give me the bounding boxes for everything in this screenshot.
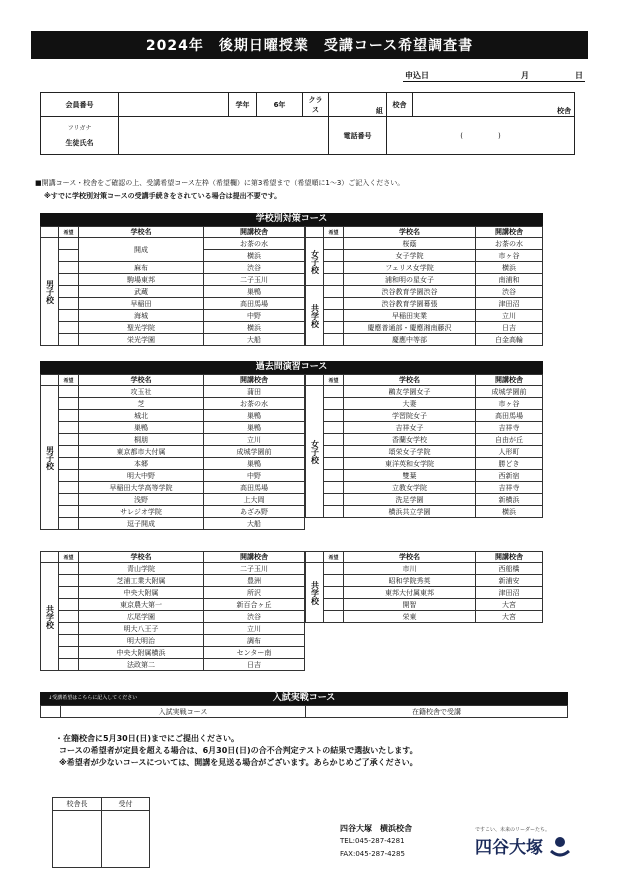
table-cell: 芝浦工業大附属 (79, 575, 204, 587)
table-cell: 会員番号 (41, 93, 119, 117)
table-cell: 調布 (204, 635, 305, 647)
preference-cell[interactable] (324, 322, 344, 334)
s1-right-table (305, 226, 543, 346)
table-cell: 新浦安 (476, 575, 543, 587)
table-cell: 巣鴨 (204, 458, 305, 470)
table-cell: 蒲田 (204, 386, 305, 398)
table-cell: 吉祥寺 (476, 422, 543, 434)
table-cell: 開講校舎 (476, 375, 543, 386)
preference-cell[interactable] (59, 410, 79, 422)
table-cell: フェリス女学院 (344, 262, 476, 274)
table-cell: 渋谷教育学園渋谷 (344, 286, 476, 298)
table-cell: 所沢 (204, 587, 305, 599)
table-cell: 慶應中等部 (344, 334, 476, 346)
table-cell: 早稲田大学高等学院 (79, 482, 204, 494)
table-cell: 西船橋 (476, 563, 543, 575)
table-cell: 海城 (79, 310, 204, 322)
table-cell: 学校名 (79, 375, 204, 386)
table-cell: 校舎長 (53, 798, 102, 811)
table-cell: 高田馬場 (476, 410, 543, 422)
table-cell: 南浦和 (476, 274, 543, 286)
table-cell: 開智 (344, 599, 476, 611)
table-cell: 吉祥女子 (344, 422, 476, 434)
preference-cell[interactable] (324, 575, 344, 587)
table-cell: 共学校 (306, 286, 324, 346)
table-cell: 栄東 (344, 611, 476, 623)
table-cell: 栄光学園 (79, 334, 204, 346)
table-cell: 東邦大付属東邦 (344, 587, 476, 599)
table-cell: 津田沼 (476, 298, 543, 310)
table-cell: 二子玉川 (204, 563, 305, 575)
table-cell: 本郷 (79, 458, 204, 470)
logo-mark-icon (549, 835, 571, 857)
table-cell: 大宮 (476, 599, 543, 611)
preference-cell[interactable] (59, 575, 79, 587)
section-title: 過去問演習コース (40, 361, 543, 374)
table-cell: 開講校舎 (204, 552, 305, 563)
table-cell: 共学校 (306, 563, 324, 623)
preference-cell[interactable] (324, 286, 344, 298)
preference-cell[interactable] (59, 470, 79, 482)
table-cell: 希望 (324, 227, 344, 238)
table-cell: 渋谷 (204, 262, 305, 274)
section-school-course (40, 213, 543, 346)
stamp-table (52, 797, 150, 868)
page-title: 2024年 後期日曜授業 受講コース希望調査書 (31, 31, 588, 59)
preference-cell[interactable] (324, 506, 344, 518)
preference-cell[interactable] (59, 274, 79, 286)
table-cell: 東京都市大付属 (79, 446, 204, 458)
table-cell: 男子校 (41, 238, 59, 346)
table-cell: 女子学院 (344, 250, 476, 262)
table-cell: 6年 (257, 93, 303, 117)
preference-cell[interactable] (59, 647, 79, 659)
table-cell: 横浜 (204, 250, 305, 262)
preference-cell[interactable] (324, 563, 344, 575)
table-cell: 渋谷 (204, 611, 305, 623)
preference-cell[interactable] (59, 587, 79, 599)
table-cell: 洗足学園 (344, 494, 476, 506)
preference-cell[interactable] (59, 434, 79, 446)
table-cell: 明大中野 (79, 470, 204, 482)
table-cell: 東洋英和女学院 (344, 458, 476, 470)
preference-cell[interactable] (324, 482, 344, 494)
table-cell: 東京農大第一 (79, 599, 204, 611)
table-cell: 大妻 (344, 398, 476, 410)
table-cell: 市川 (344, 563, 476, 575)
table-cell (306, 552, 324, 563)
table-cell: 巣鴨 (204, 410, 305, 422)
table-cell: 新横浜 (476, 494, 543, 506)
preference-cell[interactable] (53, 811, 102, 868)
table-cell (41, 227, 59, 238)
preference-cell[interactable] (59, 250, 79, 262)
preference-cell[interactable] (59, 599, 79, 611)
table-cell: 桜蔭 (344, 238, 476, 250)
preference-cell[interactable] (324, 599, 344, 611)
table-cell: サレジオ学院 (79, 506, 204, 518)
table-cell: 麻布 (79, 262, 204, 274)
table-cell: 女子校 (306, 238, 324, 286)
preference-cell[interactable] (59, 386, 79, 398)
table-cell: 日吉 (204, 659, 305, 671)
table-cell: 希望 (324, 375, 344, 386)
table-cell: 大船 (204, 334, 305, 346)
table-cell: 早稲田実業 (344, 310, 476, 322)
table-cell: 芝 (79, 398, 204, 410)
table-cell: 豊洲 (204, 575, 305, 587)
class-field[interactable]: 組 (329, 93, 387, 117)
table-cell: 入試実戦コース (61, 706, 306, 718)
table-cell: 渋谷教育学園幕張 (344, 298, 476, 310)
table-cell: 鷗友学園女子 (344, 386, 476, 398)
table-cell: 上大岡 (204, 494, 305, 506)
table-cell: 広尾学園 (79, 611, 204, 623)
table-cell: 開講校舎 (204, 227, 305, 238)
table-cell: 立教女学院 (344, 482, 476, 494)
table-cell (41, 552, 59, 563)
preference-cell[interactable] (324, 494, 344, 506)
preference-cell[interactable] (59, 563, 79, 575)
apply-date-field[interactable]: 申込日 月 日 (403, 68, 585, 82)
preference-cell[interactable] (324, 250, 344, 262)
table-cell: 希望 (59, 375, 79, 386)
preference-cell[interactable] (59, 494, 79, 506)
table-cell: 横浜共立学園 (344, 506, 476, 518)
preference-cell[interactable] (324, 410, 344, 422)
preference-cell[interactable] (59, 398, 79, 410)
table-cell: 桐朋 (79, 434, 204, 446)
table-cell: お茶の水 (476, 238, 543, 250)
table-cell: 横浜 (476, 262, 543, 274)
table-cell: 昭和学院秀英 (344, 575, 476, 587)
table-cell: 女子校 (306, 386, 324, 518)
table-cell: 中野 (204, 470, 305, 482)
school-contact: 四谷大塚 横浜校舎 TEL:045-287-4281 FAX:045-287-4285 (340, 824, 412, 858)
table-cell: 希望 (324, 552, 344, 563)
preference-cell[interactable] (59, 262, 79, 274)
table-cell: あざみ野 (204, 506, 305, 518)
table-cell: 高田馬場 (204, 298, 305, 310)
table-cell: 吉祥寺 (476, 482, 543, 494)
table-cell: 慶應普通部・慶應湘南藤沢 (344, 322, 476, 334)
preference-cell[interactable] (59, 518, 79, 530)
table-cell: 立川 (204, 434, 305, 446)
preference-cell[interactable] (59, 322, 79, 334)
table-cell: 学校名 (344, 227, 476, 238)
table-cell: 西新宿 (476, 470, 543, 482)
table-cell: 武蔵 (79, 286, 204, 298)
table-cell: フリガナ 生徒氏名 (41, 117, 119, 155)
preference-cell[interactable] (324, 274, 344, 286)
table-cell: 勝どき (476, 458, 543, 470)
preference-cell[interactable] (59, 482, 79, 494)
section-coed-course (40, 551, 543, 671)
s3-right-table (305, 551, 543, 623)
instruction-note: ※すでに学校別対策コースの受講手続きをされている場合は提出不要です。 (44, 192, 282, 200)
table-cell: 開講校舎 (204, 375, 305, 386)
s1-left-table (40, 226, 305, 346)
preference-cell[interactable] (59, 286, 79, 298)
table-cell: 頌栄女子学院 (344, 446, 476, 458)
section-exam-practice: 入試実戦コース ↓受講希望はこちらに記入してください 入試実戦コース 在籍校舎で受講 (40, 692, 568, 718)
apply-date-label: 申込日 (405, 71, 429, 80)
table-cell: 学年 (229, 93, 257, 117)
campus-field[interactable]: 校舎 (413, 93, 575, 117)
preference-cell[interactable] (324, 422, 344, 434)
table-cell: 学校名 (79, 552, 204, 563)
table-cell: 津田沼 (476, 587, 543, 599)
preference-cell[interactable] (59, 635, 79, 647)
section-past-exam-course (40, 361, 543, 530)
table-cell: 自由が丘 (476, 434, 543, 446)
table-cell: 受付 (102, 798, 150, 811)
table-cell: 中央大附属 (79, 587, 204, 599)
preference-cell[interactable] (59, 238, 79, 250)
table-cell (306, 375, 324, 386)
table-cell: 逗子開成 (79, 518, 204, 530)
table-cell: 男子校 (41, 386, 59, 530)
table-cell: 渋谷 (476, 286, 543, 298)
table-cell: 成城学園前 (204, 446, 305, 458)
table-cell: 攻玉社 (79, 386, 204, 398)
table-cell: 巣鴨 (204, 286, 305, 298)
preference-cell[interactable] (59, 422, 79, 434)
preference-cell[interactable] (324, 611, 344, 623)
table-cell: 学校名 (344, 552, 476, 563)
table-cell: 新百合ヶ丘 (204, 599, 305, 611)
table-cell: 共学校 (41, 563, 59, 671)
member-no-field[interactable] (119, 93, 229, 117)
table-cell: 巣鴨 (204, 422, 305, 434)
table-cell: 法政第二 (79, 659, 204, 671)
table-cell: 大宮 (476, 611, 543, 623)
table-cell: お茶の水 (204, 238, 305, 250)
table-cell: 早稲田 (79, 298, 204, 310)
table-cell: クラス (303, 93, 329, 117)
preference-cell[interactable] (324, 386, 344, 398)
table-cell: 校舎 (387, 93, 413, 117)
table-cell: 市ヶ谷 (476, 398, 543, 410)
preference-cell[interactable] (102, 811, 150, 868)
table-cell (41, 375, 59, 386)
table-cell: 明大八王子 (79, 623, 204, 635)
preference-cell[interactable] (59, 310, 79, 322)
table-cell: 浦和明の星女子 (344, 274, 476, 286)
preference-cell[interactable] (324, 398, 344, 410)
table-cell: 城北 (79, 410, 204, 422)
table-cell: 開講校舎 (476, 227, 543, 238)
table-cell: 日吉 (476, 322, 543, 334)
table-cell: 学校名 (344, 375, 476, 386)
preference-cell[interactable] (59, 446, 79, 458)
preference-cell[interactable] (59, 659, 79, 671)
preference-cell[interactable] (59, 623, 79, 635)
table-cell: 人形町 (476, 446, 543, 458)
exam-practice-pref[interactable] (41, 706, 61, 718)
preference-cell[interactable] (59, 611, 79, 623)
preference-cell[interactable] (324, 298, 344, 310)
table-cell: 横浜 (476, 506, 543, 518)
preference-cell[interactable] (59, 458, 79, 470)
table-cell: 香蘭女学校 (344, 434, 476, 446)
student-name-field[interactable] (119, 117, 329, 155)
table-cell: 白金高輪 (476, 334, 543, 346)
instruction-text: ■開講コース・校舎をご確認の上、受講希望コース左枠（希望欄）に第3希望まで（希望順に1〜3）ご記入ください。 (35, 179, 405, 187)
section-title: 学校別対策コース (40, 213, 543, 226)
table-cell: 学校名 (79, 227, 204, 238)
preference-cell[interactable] (324, 310, 344, 322)
s3-left-table (40, 551, 305, 671)
preference-cell[interactable] (324, 587, 344, 599)
preference-cell[interactable] (324, 434, 344, 446)
preference-cell[interactable] (324, 470, 344, 482)
preference-cell[interactable] (324, 446, 344, 458)
preference-cell[interactable] (324, 458, 344, 470)
table-cell: 横浜 (204, 322, 305, 334)
table-cell: 希望 (59, 552, 79, 563)
table-cell: 中野 (204, 310, 305, 322)
table-cell: 二子玉川 (204, 274, 305, 286)
table-cell: 電話番号 (329, 117, 387, 155)
table-cell: 開成 (79, 238, 204, 262)
table-cell: 青山学院 (79, 563, 204, 575)
student-info-table (40, 92, 575, 155)
table-cell: 高田馬場 (204, 482, 305, 494)
footer-notes: ・在籍校舎に5月30日(日)までにご提出ください。 コースの希望者が定員を超える場合は、6月30日(日)の合不合判定テストの結果で選抜いたします。 ※希望者が少ないコースについては、開講を見送る場合がございます。あらかじめご了承ください。 (55, 734, 418, 767)
table-cell: 大船 (204, 518, 305, 530)
phone-field[interactable]: ( ) (387, 117, 575, 155)
table-cell: 明大明治 (79, 635, 204, 647)
table-cell: 駒場東邦 (79, 274, 204, 286)
preference-cell[interactable] (59, 334, 79, 346)
table-cell: 学習院女子 (344, 410, 476, 422)
table-cell: 雙葉 (344, 470, 476, 482)
table-cell: 聖光学院 (79, 322, 204, 334)
table-cell: 市ヶ谷 (476, 250, 543, 262)
table-cell: 立川 (204, 623, 305, 635)
brand-logo: ですこい、未来のリーダーたち。 四谷大塚 (475, 826, 571, 858)
table-cell: 浅野 (79, 494, 204, 506)
table-cell: 成城学園前 (476, 386, 543, 398)
preference-cell[interactable] (324, 238, 344, 250)
table-cell: 立川 (476, 310, 543, 322)
s2-left-table (40, 374, 305, 530)
s2-right-table (305, 374, 543, 518)
table-cell: お茶の水 (204, 398, 305, 410)
table-cell: 在籍校舎で受講 (306, 706, 568, 718)
table-cell: 巣鴨 (79, 422, 204, 434)
table-cell: 中央大附属横浜 (79, 647, 204, 659)
preference-cell[interactable] (324, 334, 344, 346)
table-cell (306, 227, 324, 238)
preference-cell[interactable] (59, 298, 79, 310)
table-cell: センター南 (204, 647, 305, 659)
preference-cell[interactable] (324, 262, 344, 274)
table-cell: 開講校舎 (476, 552, 543, 563)
table-cell: 希望 (59, 227, 79, 238)
preference-cell[interactable] (59, 506, 79, 518)
